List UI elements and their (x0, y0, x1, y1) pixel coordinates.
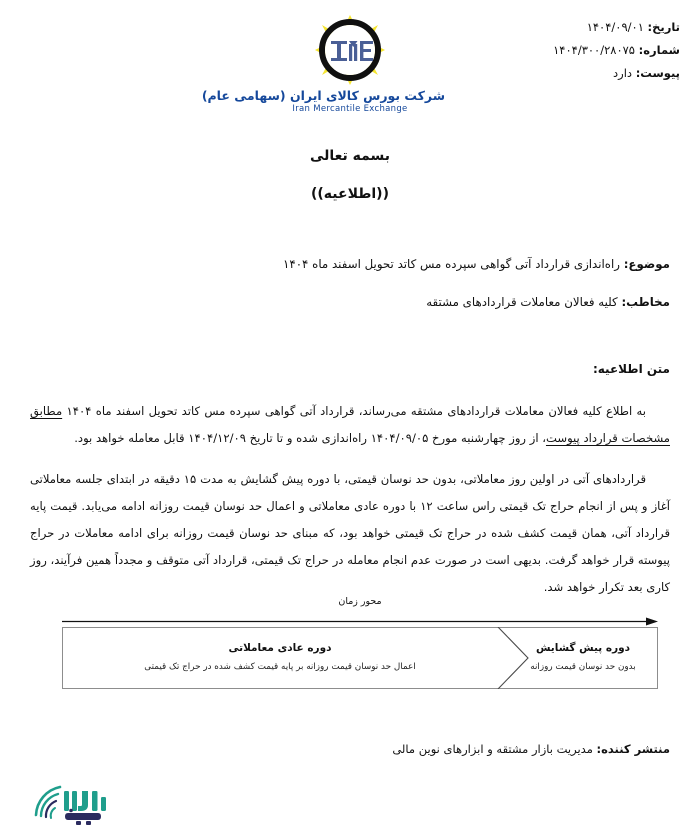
publisher-label: منتشر کننده: (596, 742, 670, 756)
body-paragraph-2: قراردادهای آتی در اولین روز معاملاتی، بدون حد نوسان قیمتی، با دوره پیش گشایش به مدت ۱۵ دقیقه در ابتدای جلسه معاملاتی آغاز و پس از انجام حراج تک قیمتی راس ساعت ۱۲ با دوره عادی معاملاتی و اعمال حد نوسان قیمت روزانه ادامه می‌یابد. قیمت پایه قرارداد آتی، همان قیمت کشف شده در حراج تک قیمتی خواهد بود، که مبنای حد نوسان قیمت روزانه برای ادامه معاملات در حراج پیوسته قرار خواهد گرفت. بدیهی است در صورت عدم انجام معامله در حراج تک قیمتی، قرارداد آتی متوقف و مجدداً همین فرآیند، روز کاری بعد تکرار خواهد شد. (30, 472, 670, 594)
body-heading: متن اطلاعیه: (592, 362, 670, 376)
notice-body (30, 362, 670, 615)
publisher-line (30, 742, 670, 756)
subject-value: راه‌اندازی قرارداد آتی گواهی سپرده مس کاتد تحویل اسفند ماه ۱۴۰۴ (283, 257, 620, 271)
timeline-segment-pre-opening (508, 627, 658, 689)
attached-contract-spec-link[interactable]: مطابق مشخصات قرارداد پیوست (30, 404, 670, 445)
basmala-text: بسمه تعالی (309, 148, 391, 164)
title-block (0, 148, 700, 202)
ime-logo-icon (311, 14, 389, 86)
segment-pre-opening-subtitle: بدون حد نوسان قیمت روزانه (530, 662, 636, 672)
paragraph-1-text-after-link: ، از روز چهارشنبه مورخ ۱۴۰۴/۰۹/۰۵ راه‌اندازی شده و تا تاریخ ۱۴۰۴/۱۲/۰۹ قابل معامله خواهد بود. (74, 431, 546, 445)
publisher-value: مدیریت بازار مشتقه و ابزارهای نوین مالی (392, 742, 593, 756)
meta-row-attachment (553, 62, 680, 85)
document-header (0, 0, 700, 135)
body-paragraph-1 (30, 398, 670, 452)
trading-session-timeline (62, 596, 658, 694)
audience-value: کلیه فعالان معاملات قراردادهای مشتقه (426, 295, 618, 309)
header-meta-block (553, 16, 680, 85)
meta-row-date (553, 16, 680, 39)
subject-label: موضوع: (623, 257, 670, 271)
number-value: ۱۴۰۴/۳۰۰/۲۸۰۷۵ (553, 43, 635, 57)
audience-row (30, 292, 670, 312)
attachment-value: دارد (613, 66, 633, 80)
attachment-label: پیوست: (635, 66, 680, 80)
date-value: ۱۴۰۴/۰۹/۰۱ (586, 20, 644, 34)
timeline-segment-normal-session (62, 627, 498, 689)
segment-normal-session-subtitle: اعمال حد نوسان قیمت روزانه بر پایه قیمت کشف شده در حراج تک قیمتی (144, 662, 416, 672)
paragraph-1-text-before-link: به اطلاع کلیه فعالان معاملات قراردادهای مشتقه می‌رساند، قرارداد آتی گواهی سپرده مس کاتد تحویل اسفند ماه ۱۴۰۴ (62, 404, 647, 418)
notice-title: ((اطلاعیه)) (311, 186, 389, 202)
number-label: شماره: (638, 43, 680, 57)
subject-row (30, 254, 670, 274)
timeline-axis-label: محور زمان (338, 596, 382, 607)
field-lines (30, 254, 670, 330)
segment-normal-session-title: دوره عادی معاملاتی (228, 642, 332, 654)
organization-logo (201, 14, 445, 114)
segment-pre-opening-title: دوره پیش گشایش (535, 642, 631, 654)
audience-label: مخاطب: (621, 295, 670, 309)
timeline-arrow-icon (62, 617, 658, 626)
logo-name-fa: شرکت بورس کالای ایران (سهامی عام) (201, 88, 445, 103)
date-label: تاریخ: (647, 20, 680, 34)
logo-name-en: Iran Mercantile Exchange (292, 104, 408, 114)
meta-row-number (553, 39, 680, 62)
kalakhabar-watermark-logo (14, 781, 118, 829)
